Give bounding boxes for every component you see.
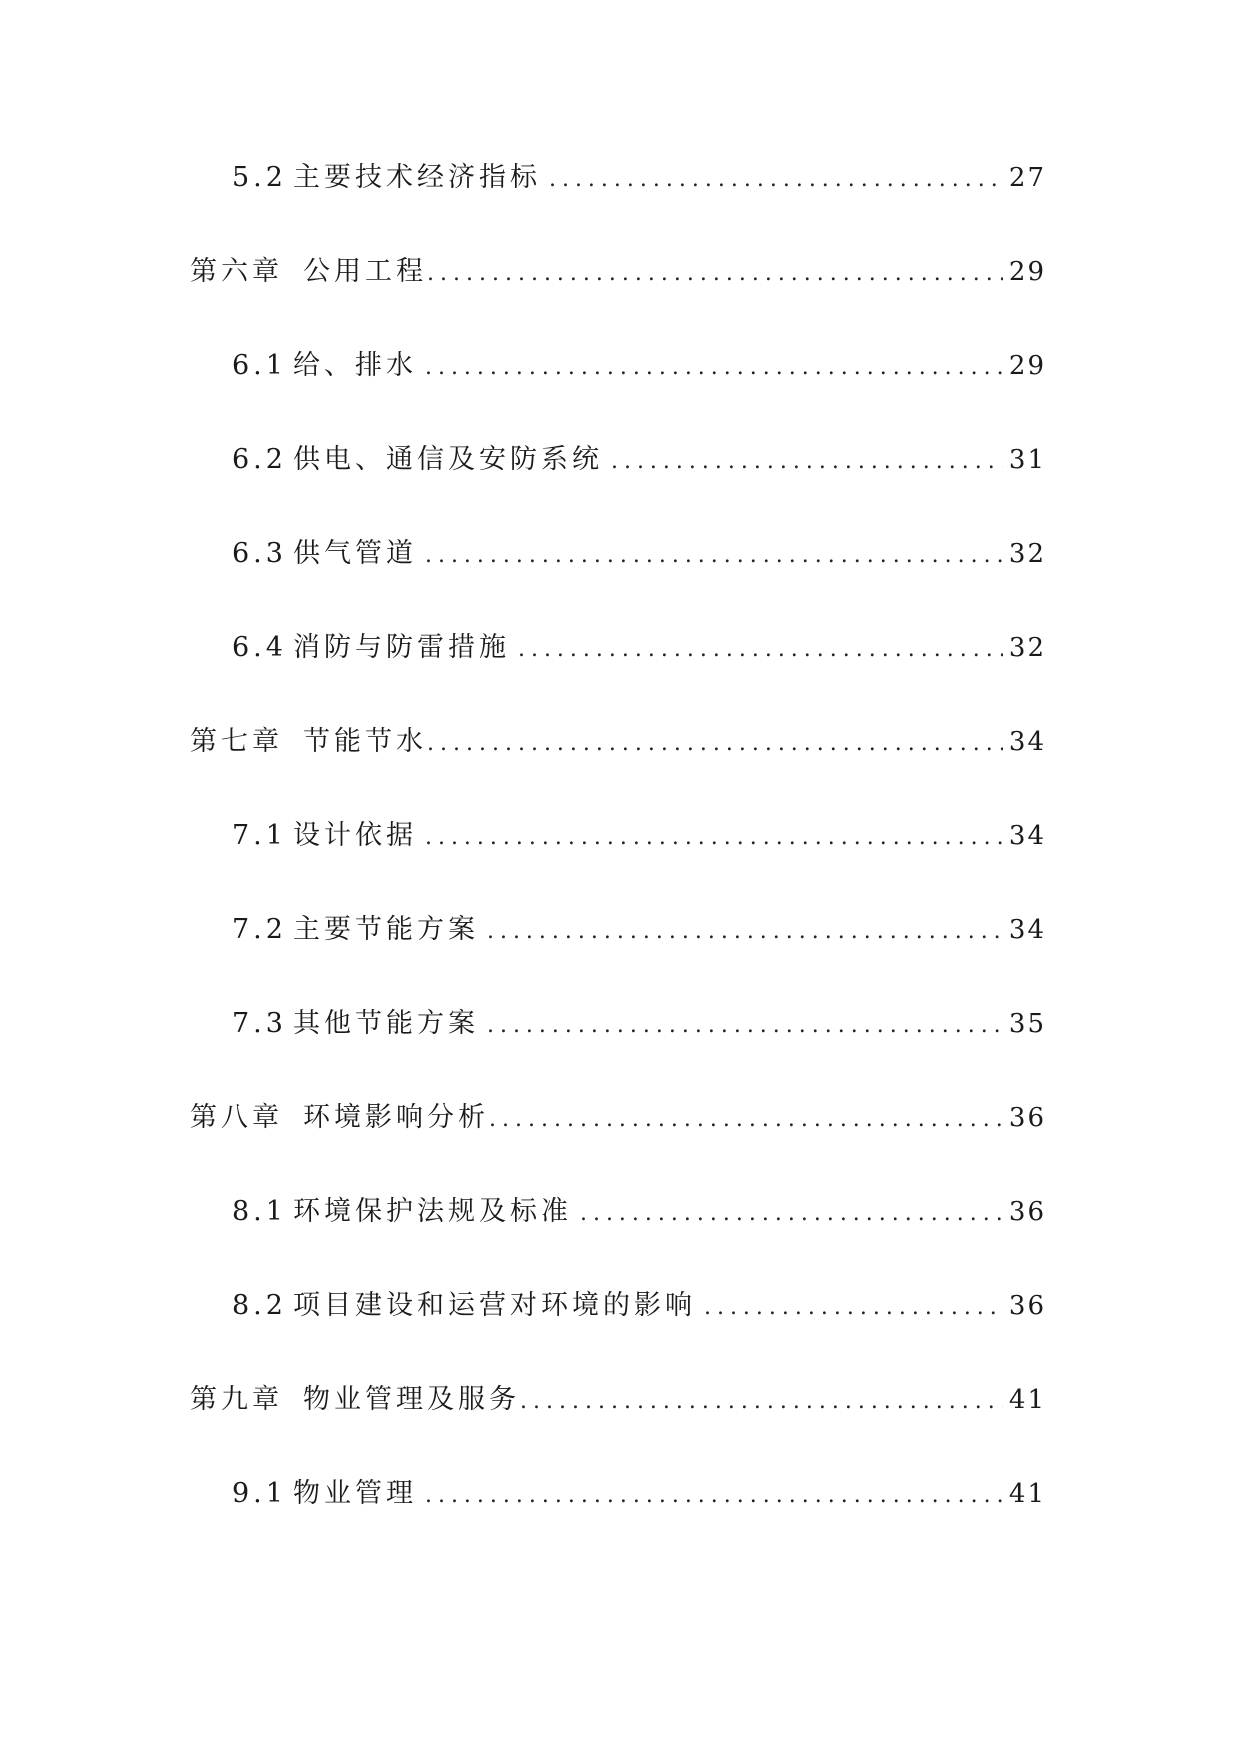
toc-entry-6-2[interactable]: [190, 437, 1046, 531]
toc-entry-page-number: 35: [1008, 1009, 1046, 1039]
toc-entry-page-number: 34: [1008, 915, 1046, 945]
dot-leader: [549, 167, 1003, 192]
toc-entry-8-1[interactable]: [190, 1189, 1046, 1283]
toc-entry-page-number: 27: [1008, 163, 1046, 193]
toc-entry-page-number: 34: [1008, 821, 1046, 851]
toc-entry-page-number: 32: [1008, 633, 1046, 663]
toc-entry-6-3[interactable]: [190, 531, 1046, 625]
toc-entry-number: 6.4: [232, 632, 287, 663]
dot-leader: [580, 1201, 1003, 1226]
toc-chapter-8[interactable]: [190, 1095, 1046, 1189]
dot-leader: [425, 825, 1003, 850]
toc-chapter-title: 节能节水: [303, 726, 427, 757]
toc-entry-page-number: 36: [1008, 1291, 1046, 1321]
toc-entry-title: 消防与防雷措施: [292, 632, 510, 663]
toc-entry-page-number: 36: [1008, 1197, 1046, 1227]
toc-entry-7-2[interactable]: [190, 907, 1046, 1001]
toc-chapter-number: 第八章: [190, 1102, 283, 1133]
toc-entry-page-number: 34: [1008, 727, 1046, 757]
toc-entry-number: 7.3: [232, 1008, 287, 1039]
toc-entry-title: 供气管道: [292, 538, 417, 569]
toc-entry-page-number: 41: [1008, 1479, 1046, 1509]
dot-leader: [518, 637, 1003, 662]
dot-leader: [487, 919, 1003, 944]
toc-entry-number: 9.1: [232, 1478, 287, 1509]
toc-entry-page-number: 41: [1008, 1385, 1046, 1415]
toc-entry-title: 主要技术经济指标: [292, 162, 541, 193]
toc-entry-page-number: 29: [1008, 257, 1046, 287]
dot-leader: [520, 1389, 1003, 1414]
toc-entry-7-3[interactable]: [190, 1001, 1046, 1095]
toc-chapter-number: 第七章: [190, 726, 283, 757]
toc-entry-page-number: 36: [1008, 1103, 1046, 1133]
dot-leader: [425, 355, 1003, 380]
toc-entry-title: 项目建设和运营对环境的影响: [292, 1290, 696, 1321]
toc-entry-title: 物业管理: [292, 1478, 417, 1509]
toc-entry-page-number: 29: [1008, 351, 1046, 381]
toc-entry-6-1[interactable]: [190, 343, 1046, 437]
table-of-contents: [190, 155, 1046, 1565]
toc-chapter-number: 第九章: [190, 1384, 283, 1415]
toc-entry-number: 7.2: [232, 914, 287, 945]
dot-leader: [427, 261, 1003, 286]
dot-leader: [611, 449, 1003, 474]
dot-leader: [425, 1483, 1003, 1508]
toc-entry-5-2[interactable]: [190, 155, 1046, 249]
toc-entry-title: 供电、通信及安防系统: [292, 444, 603, 475]
dot-leader: [704, 1295, 1003, 1320]
toc-entry-number: 6.3: [232, 538, 287, 569]
toc-entry-6-4[interactable]: [190, 625, 1046, 719]
toc-entry-number: 6.2: [232, 444, 287, 475]
toc-entry-title: 给、排水: [292, 350, 417, 381]
dot-leader: [425, 543, 1003, 568]
toc-entry-title: 环境保护法规及标准: [292, 1196, 572, 1227]
toc-entry-number: 5.2: [232, 162, 287, 193]
toc-chapter-7[interactable]: [190, 719, 1046, 813]
dot-leader: [427, 731, 1003, 756]
toc-entry-title: 其他节能方案: [292, 1008, 479, 1039]
toc-chapter-9[interactable]: [190, 1377, 1046, 1471]
toc-entry-number: 6.1: [232, 350, 287, 381]
dot-leader: [489, 1107, 1003, 1132]
toc-chapter-title: 环境影响分析: [303, 1102, 489, 1133]
toc-entry-number: 7.1: [232, 820, 287, 851]
toc-entry-8-2[interactable]: [190, 1283, 1046, 1377]
toc-chapter-number: 第六章: [190, 256, 283, 287]
toc-chapter-title: 公用工程: [303, 256, 427, 287]
toc-entry-title: 主要节能方案: [292, 914, 479, 945]
toc-entry-number: 8.2: [232, 1290, 287, 1321]
toc-entry-number: 8.1: [232, 1196, 287, 1227]
toc-entry-page-number: 31: [1008, 445, 1046, 475]
toc-entry-page-number: 32: [1008, 539, 1046, 569]
toc-chapter-title: 物业管理及服务: [303, 1384, 520, 1415]
toc-entry-9-1[interactable]: [190, 1471, 1046, 1565]
toc-entry-title: 设计依据: [292, 820, 417, 851]
toc-entry-7-1[interactable]: [190, 813, 1046, 907]
toc-chapter-6[interactable]: [190, 249, 1046, 343]
dot-leader: [487, 1013, 1003, 1038]
